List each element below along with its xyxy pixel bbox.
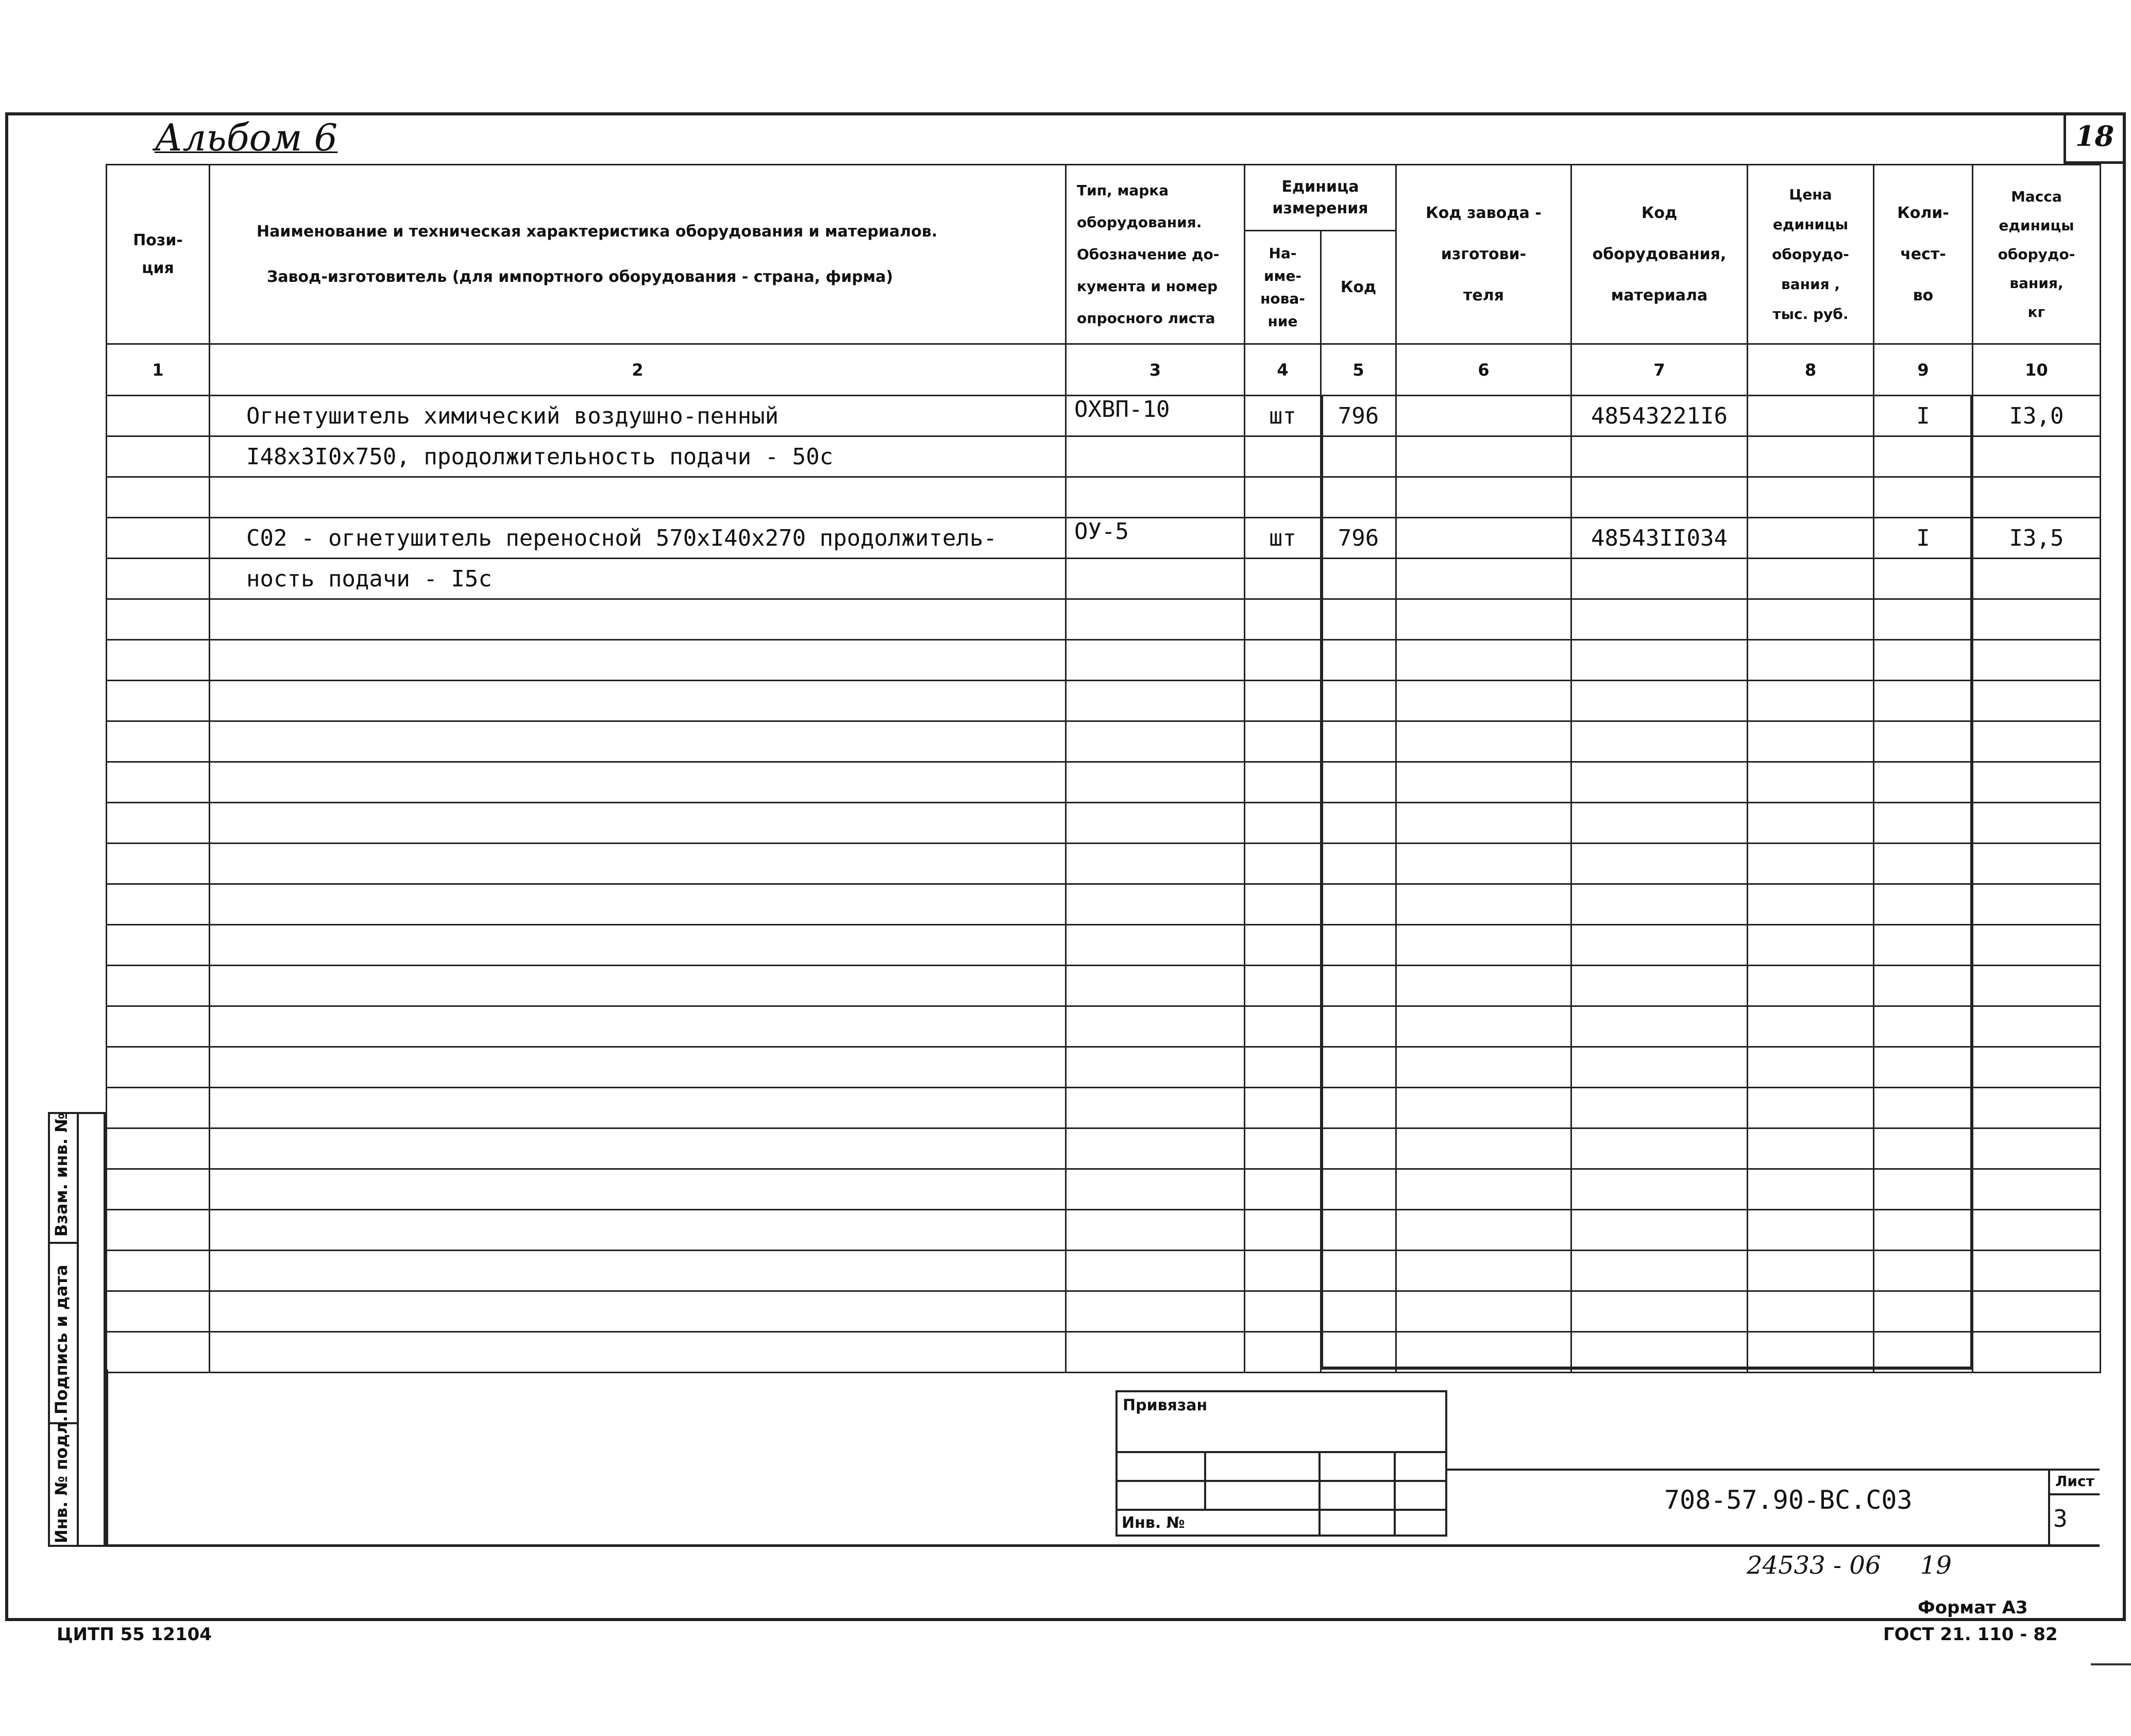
cell-type (1066, 436, 1245, 477)
cell-name (210, 640, 1066, 681)
cell-mass (1973, 762, 2101, 803)
column-number: 5 (1321, 344, 1396, 396)
cell-pos (107, 640, 210, 681)
header-unit-line: Единица (1281, 177, 1359, 196)
cell-name (210, 884, 1066, 925)
cell-qty: I (1874, 518, 1973, 559)
header-type-line: Обозначение до- (1077, 245, 1220, 263)
header-unit-code: Код (1321, 231, 1396, 344)
cell-unit-name (1245, 559, 1321, 599)
cell-unit-name (1245, 1088, 1321, 1128)
cell-equip-code: 48543221I6 (1571, 396, 1748, 436)
cell-name (210, 1332, 1066, 1373)
cell-name: ность подачи - I5с (210, 559, 1066, 599)
header-qty-line: во (1913, 286, 1934, 305)
cell-type (1066, 925, 1245, 966)
cell-name (210, 1251, 1066, 1291)
column-number: 7 (1571, 344, 1748, 396)
header-price-line: тыс. руб. (1772, 305, 1849, 323)
header-equip-line: Код (1641, 204, 1678, 222)
binding-label: Привязан (1117, 1391, 1446, 1452)
cell-type (1066, 1291, 1245, 1332)
cell-mass: I3,0 (1973, 396, 2101, 436)
header-type (1066, 165, 1245, 344)
column-number: 1 (107, 344, 210, 396)
cell-name (210, 681, 1066, 721)
column-number: 3 (1066, 344, 1245, 396)
cell-unit-name (1245, 1047, 1321, 1088)
doc-code: 708-57.90-ВС.С03 (1664, 1485, 1913, 1515)
cell-type (1066, 966, 1245, 1006)
cell-type (1066, 681, 1245, 721)
cell-name (210, 1291, 1066, 1332)
header-price (1748, 165, 1874, 344)
cell-mass (1973, 1169, 2101, 1210)
cell-unit-name (1245, 762, 1321, 803)
header-price-line: единицы (1772, 215, 1849, 233)
header-mass-line: оборудо- (1998, 245, 2075, 263)
header-unit-name (1245, 231, 1321, 344)
cell-mass (1973, 1251, 2101, 1291)
cell-unit-name (1245, 1251, 1321, 1291)
header-position-line: ция (142, 259, 174, 277)
cell-type (1066, 599, 1245, 640)
cell-qty: I (1874, 396, 1973, 436)
cell-mass (1973, 1047, 2101, 1088)
corner-number: 18 (2075, 120, 2115, 153)
header-unit-group (1245, 165, 1396, 231)
cell-unit-name (1245, 803, 1321, 844)
cell-type (1066, 1169, 1245, 1210)
header-mass-line: вания, (2009, 274, 2064, 292)
cell-mass (1973, 599, 2101, 640)
cell-name: Огнетушитель химический воздушно-пенный (210, 396, 1066, 436)
header-unit-name-line: ние (1267, 312, 1298, 330)
column-number: 10 (1973, 344, 2101, 396)
sheet-list-value: 3 (2053, 1505, 2068, 1532)
cell-unit-name (1245, 721, 1321, 762)
column-number: 2 (210, 344, 1066, 396)
cell-mass (1973, 1332, 2101, 1373)
cell-type (1066, 1006, 1245, 1047)
cell-mass (1973, 436, 2101, 477)
header-mass-line: кг (2027, 303, 2045, 321)
side-label-vzam: Взам. инв. № (52, 1113, 71, 1237)
header-unit-line: измерения (1272, 199, 1368, 217)
header-type-line: кумента и номер (1077, 277, 1218, 295)
cell-unit-name (1245, 640, 1321, 681)
header-price-line: Цена (1789, 186, 1832, 203)
cell-unit-code: 796 (1321, 518, 1396, 559)
header-price-line: оборудо- (1772, 245, 1849, 263)
bold-column-outline (1320, 395, 1973, 1370)
cell-mass: I3,5 (1973, 518, 2101, 559)
cell-type (1066, 1128, 1245, 1169)
cell-type (1066, 1047, 1245, 1088)
cell-type (1066, 1210, 1245, 1251)
cell-mass (1973, 1291, 2101, 1332)
cell-pos (107, 681, 210, 721)
cell-unit-name (1245, 477, 1321, 518)
cell-mass (1973, 844, 2101, 884)
header-equip-line: оборудования, (1592, 245, 1727, 263)
format-label: Формат А3 (1918, 1597, 2028, 1618)
cell-unit-name (1245, 599, 1321, 640)
cell-type (1066, 477, 1245, 518)
cell-mass (1973, 966, 2101, 1006)
cell-unit-name (1245, 436, 1321, 477)
cell-type (1066, 559, 1245, 599)
cell-mass (1973, 477, 2101, 518)
cell-mass (1973, 884, 2101, 925)
header-factory-line: Код завода - (1426, 204, 1542, 222)
cell-unit-name (1245, 1332, 1321, 1373)
header-mass-line: Масса (2011, 188, 2062, 205)
header-qty-line: чест- (1900, 245, 1946, 263)
cell-name (210, 925, 1066, 966)
cell-unit-name (1245, 1291, 1321, 1332)
cell-pos (107, 721, 210, 762)
cell-type (1066, 721, 1245, 762)
header-mass (1973, 165, 2101, 344)
gost-label: ГОСТ 21. 110 - 82 (1883, 1624, 2058, 1645)
sheet-list-box (2048, 1469, 2100, 1547)
cell-name (210, 721, 1066, 762)
cell-name (210, 1047, 1066, 1088)
cell-pos (107, 1291, 210, 1332)
column-number: 8 (1748, 344, 1874, 396)
cell-name (210, 1128, 1066, 1169)
cell-pos (107, 1088, 210, 1128)
cell-mass (1973, 559, 2101, 599)
header-mass-line: единицы (1999, 216, 2074, 234)
cell-type (1066, 884, 1245, 925)
cell-name (210, 1169, 1066, 1210)
cell-pos (107, 559, 210, 599)
cell-pos (107, 396, 210, 436)
cell-mass (1973, 640, 2101, 681)
side-label-podpis: Подпись и дата (52, 1265, 71, 1414)
cell-pos (107, 1332, 210, 1373)
cell-type (1066, 1332, 1245, 1373)
header-name-line: Наименование и техническая характеристика оборудования и материалов. (257, 222, 938, 241)
header-quantity (1874, 165, 1973, 344)
header-position-line: Пози- (133, 231, 183, 249)
cell-pos (107, 1169, 210, 1210)
cell-name (210, 599, 1066, 640)
header-row-1 (107, 165, 2101, 231)
cell-unit-name (1245, 1006, 1321, 1047)
header-factory-line: изготови- (1441, 245, 1527, 263)
cell-mass (1973, 803, 2101, 844)
cell-mass (1973, 681, 2101, 721)
cell-unit-name (1245, 925, 1321, 966)
cell-pos (107, 1128, 210, 1169)
cell-mass (1973, 721, 2101, 762)
column-number: 6 (1396, 344, 1571, 396)
cell-pos (107, 844, 210, 884)
cell-type (1066, 640, 1245, 681)
column-number-row (107, 344, 2101, 396)
cell-pos (107, 477, 210, 518)
header-unit-name-line: нова- (1260, 290, 1305, 307)
citp-label: ЦИТП 55 12104 (57, 1624, 212, 1645)
binding-stamp (1115, 1390, 1447, 1537)
cell-name (210, 477, 1066, 518)
cell-mass (1973, 1210, 2101, 1251)
header-unit-name-line: На- (1269, 244, 1297, 262)
cell-unit-name (1245, 1128, 1321, 1169)
header-name-line: Завод-изготовитель (для импортного оборудования - страна, фирма) (267, 267, 893, 286)
cell-mass (1973, 1006, 2101, 1047)
header-unit-name-line: име- (1263, 267, 1302, 284)
cell-type (1066, 1088, 1245, 1128)
header-position (107, 165, 210, 344)
cell-pos (107, 925, 210, 966)
cell-unit-code: 796 (1321, 396, 1396, 436)
cell-unit-name (1245, 1169, 1321, 1210)
cell-pos (107, 884, 210, 925)
cell-mass (1973, 1088, 2101, 1128)
cell-pos (107, 1251, 210, 1291)
edge-mark (2091, 1663, 2131, 1665)
cell-unit-name (1245, 966, 1321, 1006)
cell-pos (107, 762, 210, 803)
cell-unit-name (1245, 681, 1321, 721)
cell-name (210, 803, 1066, 844)
handwritten-number: 24533 - 06 19 (1747, 1551, 1952, 1580)
cell-pos (107, 1210, 210, 1251)
cell-type (1066, 1251, 1245, 1291)
header-equip-line: материала (1611, 286, 1708, 305)
cell-pos (107, 966, 210, 1006)
header-type-line: Тип, марка (1077, 181, 1169, 199)
cell-unit-name: шт (1245, 518, 1321, 559)
header-factory-line: теля (1463, 286, 1504, 305)
cell-unit-name: шт (1245, 396, 1321, 436)
cell-name (210, 762, 1066, 803)
cell-pos (107, 518, 210, 559)
cell-pos (107, 436, 210, 477)
inventory-label: Инв. № (1117, 1510, 1320, 1536)
cell-pos (107, 1006, 210, 1047)
cell-unit-name (1245, 1210, 1321, 1251)
cell-type (1066, 803, 1245, 844)
cell-mass (1973, 925, 2101, 966)
side-label-inv-podl: Инв. № подл. (52, 1415, 71, 1543)
header-name (210, 165, 1066, 344)
header-type-line: оборудования. (1077, 213, 1202, 231)
column-number: 4 (1245, 344, 1321, 396)
column-number: 9 (1874, 344, 1973, 396)
cell-pos (107, 803, 210, 844)
cell-mass (1973, 1128, 2101, 1169)
sheet-list-label: Лист (2050, 1469, 2100, 1495)
cell-type: ОУ-5 (1066, 518, 1245, 559)
header-factory-code (1396, 165, 1571, 344)
header-price-line: вания , (1781, 275, 1840, 293)
header-type-line: опросного листа (1077, 309, 1215, 327)
cell-name (210, 1088, 1066, 1128)
header-qty-line: Коли- (1897, 204, 1949, 222)
cell-name (210, 1210, 1066, 1251)
cell-pos (107, 599, 210, 640)
cell-name (210, 966, 1066, 1006)
album-label: Альбом 6 (155, 116, 338, 159)
cell-name (210, 844, 1066, 884)
cell-unit-name (1245, 844, 1321, 884)
cell-pos (107, 1047, 210, 1088)
cell-type: ОХВП-10 (1066, 396, 1245, 436)
cell-name: I48х3I0х750, продолжительность подачи - 50с (210, 436, 1066, 477)
header-equipment-code (1571, 165, 1748, 344)
cell-type (1066, 762, 1245, 803)
cell-unit-name (1245, 884, 1321, 925)
cell-equip-code: 48543II034 (1571, 518, 1748, 559)
cell-name: С02 - огнетушитель переносной 570хI40х270 продолжитель- (210, 518, 1066, 559)
cell-name (210, 1006, 1066, 1047)
cell-type (1066, 844, 1245, 884)
